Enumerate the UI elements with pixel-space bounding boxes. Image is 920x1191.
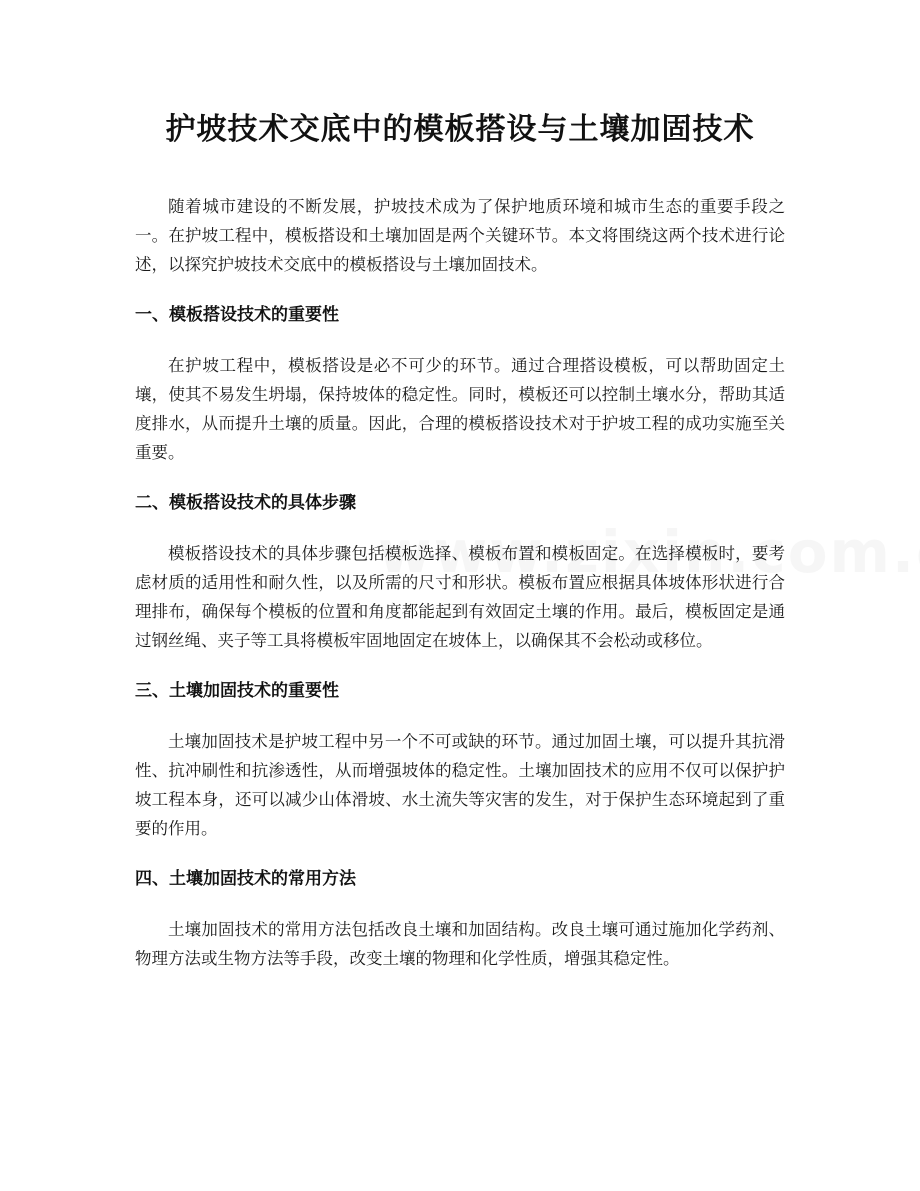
section-body-2: 模板搭设技术的具体步骤包括模板选择、模板布置和模板固定。在选择模板时，要考虑材质的适用性和耐久性，以及所需的尺寸和形状。模板布置应根据具体坡体形状进行合理排布，确保每个模板的位置和角度都能起到有效固定土壤的作用。最后，模板固定是通过钢丝绳、夹子等工具将模板牢固地固定在坡体上，以确保其不会松动或移位。 — [135, 544, 785, 650]
intro-paragraph: 随着城市建设的不断发展，护坡技术成为了保护地质环境和城市生态的重要手段之一。在护坡工程中，模板搭设和土壤加固是两个关键环节。本文将围绕这两个技术进行论述，以探究护坡技术交底中的模板搭设与土壤加固技术。 — [135, 197, 785, 274]
section-heading-2: 二、模板搭设技术的具体步骤 — [135, 493, 356, 513]
section-body-1: 在护坡工程中，模板搭设是必不可少的环节。通过合理搭设模板，可以帮助固定土壤，使其不易发生坍塌，保持坡体的稳定性。同时，模板还可以控制土壤水分，帮助其适度排水，从而提升土壤的质量。因此，合理的模板搭设技术对于护坡工程的成功实施至关重要。 — [135, 356, 785, 462]
section-heading-1: 一、模板搭设技术的重要性 — [135, 305, 339, 325]
section-body-3: 土壤加固技术是护坡工程中另一个不可或缺的环节。通过加固土壤，可以提升其抗滑性、抗冲刷性和抗渗透性，从而增强坡体的稳定性。土壤加固技术的应用不仅可以保护护坡工程本身，还可以减少山体滑坡、水土流失等灾害的发生，对于保护生态环境起到了重要的作用。 — [135, 732, 785, 838]
section-heading-4: 四、土壤加固技术的常用方法 — [135, 869, 356, 889]
document-title: 护坡技术交底中的模板搭设与土壤加固技术 — [165, 112, 755, 147]
section-body-4: 土壤加固技术的常用方法包括改良土壤和加固结构。改良土壤可通过施加化学药剂、物理方法或生物方法等手段，改变土壤的物理和化学性质，增强其稳定性。 — [135, 920, 785, 968]
section-heading-3: 三、土壤加固技术的重要性 — [135, 681, 339, 701]
